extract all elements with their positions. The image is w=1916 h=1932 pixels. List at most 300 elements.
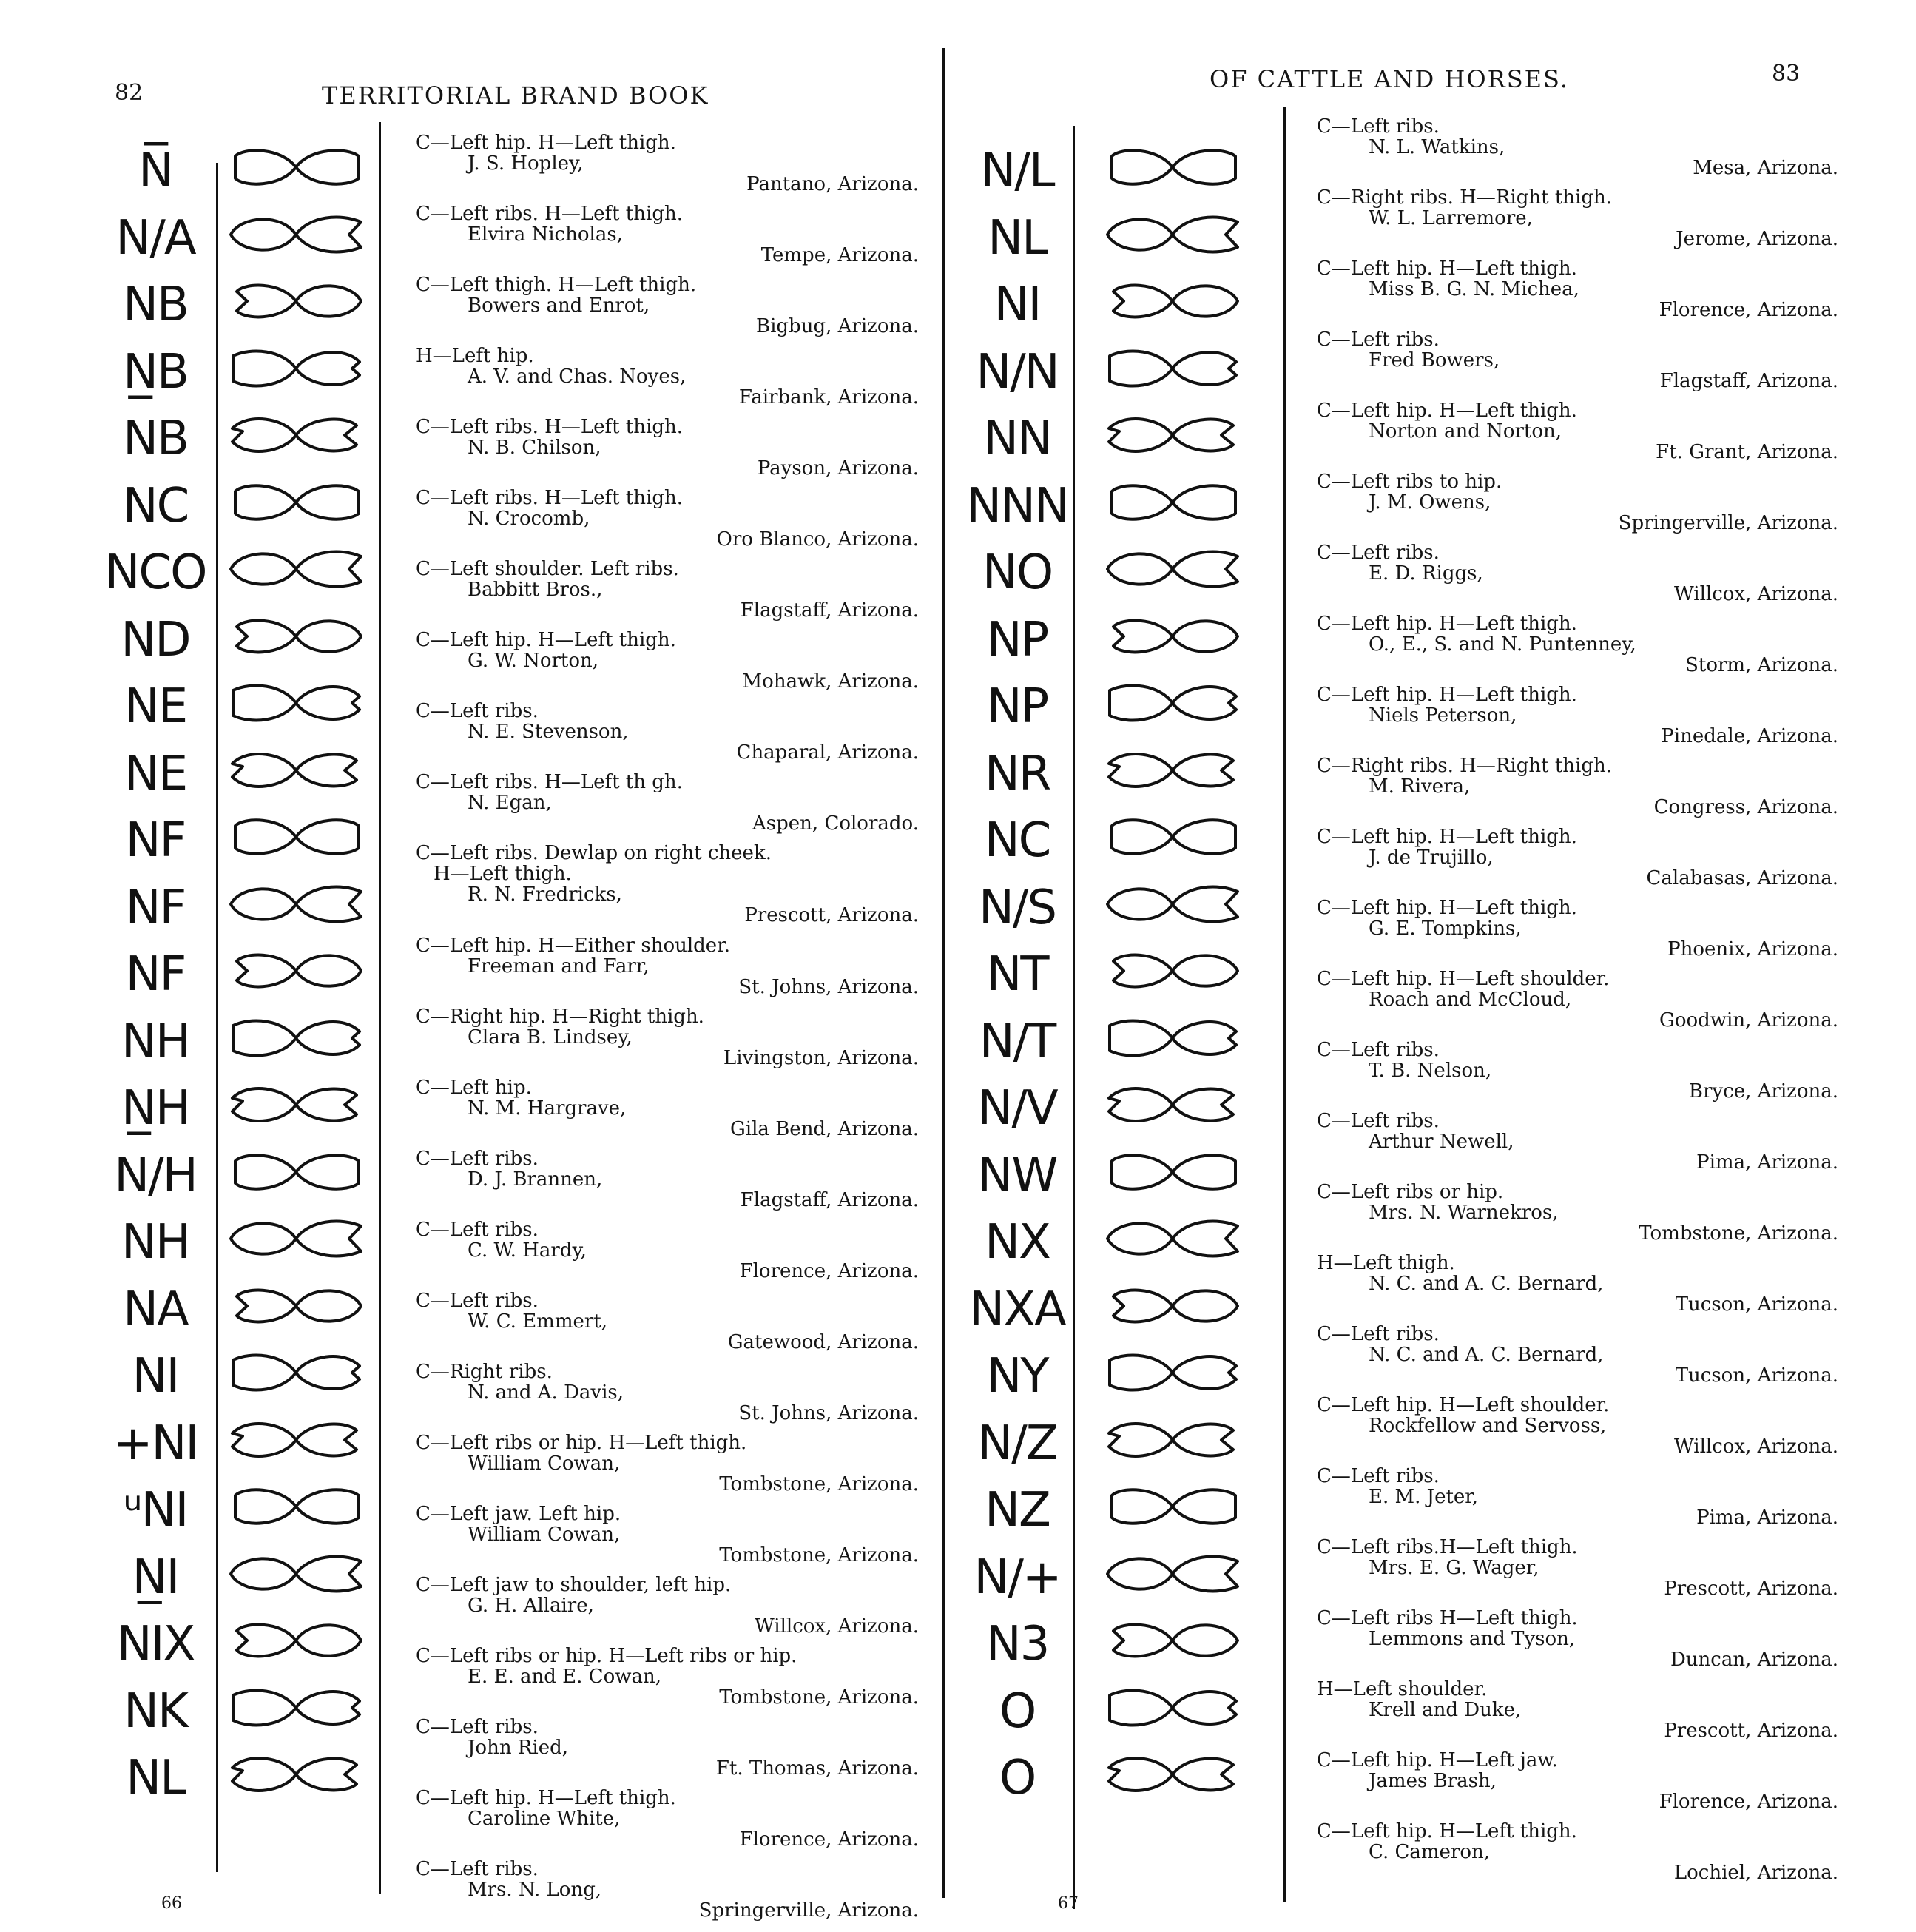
brand-row bbox=[962, 1208, 1272, 1275]
entry-location: Bryce, Arizona. bbox=[1688, 1080, 1838, 1103]
entry-location: Willcox, Arizona. bbox=[1673, 1435, 1838, 1458]
entry-description: C—Left ribs. bbox=[1317, 1465, 1440, 1487]
entry-description: C—Left hip. H—Left thigh. bbox=[1317, 400, 1577, 422]
ear-mark-icon bbox=[1099, 1347, 1247, 1401]
brand-entry bbox=[416, 417, 919, 479]
entry-description: C—Left ribs. bbox=[416, 1290, 539, 1312]
brand-mark: NP bbox=[986, 679, 1048, 734]
entry-location: Tempe, Arizona. bbox=[760, 244, 919, 266]
brand-entry bbox=[1317, 685, 1838, 747]
entry-owner: D. J. Brannen, bbox=[468, 1168, 603, 1191]
ear-mark-icon bbox=[222, 1012, 370, 1067]
ear-mark-icon bbox=[222, 1347, 370, 1401]
brand-entry bbox=[416, 488, 919, 551]
brand-row bbox=[104, 1744, 385, 1811]
brand-entry bbox=[1317, 543, 1838, 605]
entry-description: C—Left jaw to shoulder, left hip. bbox=[416, 1574, 732, 1596]
right-page bbox=[940, 0, 1916, 1932]
entry-description: C—Left hip. H—Left thigh. bbox=[1317, 613, 1577, 635]
entry-owner: N. E. Stevenson, bbox=[468, 721, 629, 743]
entry-description: C—Left hip. H—Left shoulder. bbox=[1317, 1394, 1610, 1416]
brand-mark: O bbox=[999, 1683, 1036, 1739]
brand-row bbox=[104, 472, 385, 539]
entry-description: C—Left hip. bbox=[416, 1077, 532, 1099]
entry-location: Florence, Arizona. bbox=[739, 1828, 919, 1851]
ear-mark-icon bbox=[1099, 1280, 1247, 1335]
brand-entry bbox=[1317, 1538, 1838, 1600]
ear-mark-icon bbox=[1099, 677, 1247, 732]
entry-owner: E. M. Jeter, bbox=[1369, 1486, 1479, 1508]
brand-mark: NIX bbox=[116, 1617, 195, 1672]
brand-mark: NW bbox=[977, 1148, 1057, 1203]
entry-owner: Krell and Duke, bbox=[1369, 1699, 1522, 1721]
ear-mark-icon bbox=[222, 1481, 370, 1535]
entry-owner: N. M. Hargrave, bbox=[468, 1097, 627, 1120]
ear-mark-icon bbox=[1099, 945, 1247, 1000]
brand-row bbox=[104, 271, 385, 337]
brand-row bbox=[962, 807, 1272, 873]
ear-mark-icon bbox=[222, 811, 370, 866]
entry-owner: T. B. Nelson, bbox=[1369, 1060, 1492, 1082]
brand-row bbox=[962, 338, 1272, 405]
brand-entry bbox=[416, 1362, 919, 1424]
entry-owner: Niels Peterson, bbox=[1369, 704, 1517, 727]
brand-row bbox=[104, 1610, 385, 1677]
ear-mark-icon bbox=[1099, 1146, 1247, 1201]
brand-row bbox=[962, 1610, 1272, 1677]
brand-entry bbox=[1317, 1253, 1838, 1316]
brand-mark: NK bbox=[124, 1683, 187, 1739]
entry-location: Mesa, Arizona. bbox=[1693, 157, 1838, 179]
entry-location: Prescott, Arizona. bbox=[1664, 1720, 1838, 1742]
entry-location: Prescott, Arizona. bbox=[744, 904, 919, 926]
brand-row bbox=[962, 1744, 1272, 1811]
entry-description: C—Left ribs. H—Left th gh. bbox=[416, 771, 683, 793]
entry-owner: James Brash, bbox=[1369, 1770, 1497, 1792]
ear-mark-icon bbox=[1099, 811, 1247, 866]
entry-owner: N. B. Chilson, bbox=[468, 437, 601, 459]
brand-entry bbox=[416, 1717, 919, 1780]
brand-entry bbox=[1317, 1325, 1838, 1387]
entry-location: Ft. Grant, Arizona. bbox=[1656, 441, 1838, 463]
brand-entry bbox=[416, 559, 919, 622]
entry-description: C—Left ribs. bbox=[416, 1148, 539, 1170]
brand-row bbox=[104, 1208, 385, 1275]
brand-row bbox=[962, 271, 1272, 337]
brand-entry bbox=[416, 1078, 919, 1140]
brand-mark: NE bbox=[124, 746, 187, 801]
brand-mark: ND bbox=[121, 612, 190, 667]
entry-description: C—Left ribs. Dewlap on right cheek. bbox=[416, 842, 772, 864]
entry-description: C—Left ribs. bbox=[1317, 1110, 1440, 1132]
brand-entry bbox=[416, 1007, 919, 1069]
entry-description: C—Left hip. H—Left thigh. bbox=[416, 1787, 676, 1809]
brand-mark: N/S bbox=[978, 880, 1056, 935]
entry-location: Fairbank, Arizona. bbox=[738, 386, 919, 408]
brand-row bbox=[962, 1276, 1272, 1342]
entry-description: C—Left ribs. bbox=[416, 1858, 539, 1880]
brand-mark: NO bbox=[982, 545, 1053, 600]
entry-owner: A. V. and Chas. Noyes, bbox=[468, 366, 687, 388]
page-header-right: OF CATTLE AND HORSES. bbox=[1210, 65, 1569, 93]
entry-description: C—Left ribs to hip. bbox=[1317, 471, 1502, 493]
entry-description: C—Left ribs. bbox=[1317, 542, 1440, 564]
brand-mark: N/A bbox=[115, 210, 195, 266]
brand-mark: NI bbox=[994, 277, 1041, 332]
page-header-left: TERRITORIAL BRAND BOOK bbox=[322, 81, 709, 110]
entry-owner: Caroline White, bbox=[468, 1808, 621, 1830]
entry-owner: William Cowan, bbox=[468, 1524, 621, 1546]
brand-row bbox=[104, 1677, 385, 1744]
entry-description: C—Left jaw. Left hip. bbox=[416, 1503, 621, 1525]
entry-description: C—Left ribs. bbox=[1317, 1323, 1440, 1345]
ear-mark-icon bbox=[222, 141, 370, 196]
brand-row bbox=[104, 606, 385, 673]
left-page bbox=[0, 0, 940, 1932]
entry-description: C—Left ribs or hip. H—Left thigh. bbox=[416, 1432, 747, 1454]
entry-description-continued: H—Left thigh. bbox=[434, 863, 572, 885]
brand-entry bbox=[1317, 117, 1838, 179]
ear-mark-icon bbox=[1099, 1012, 1247, 1067]
entry-location: Duncan, Arizona. bbox=[1670, 1649, 1838, 1671]
brand-row bbox=[962, 940, 1272, 1007]
entry-description: C—Left ribs. bbox=[416, 700, 539, 722]
entry-location: Calabasas, Arizona. bbox=[1646, 867, 1838, 889]
entry-location: St. Johns, Arizona. bbox=[738, 1402, 919, 1424]
entry-owner: Lemmons and Tyson, bbox=[1369, 1628, 1576, 1650]
entry-owner: E. D. Riggs, bbox=[1369, 562, 1483, 585]
brand-entry bbox=[1317, 1396, 1838, 1458]
ear-mark-icon bbox=[222, 1682, 370, 1737]
brand-entry bbox=[416, 1433, 919, 1495]
brand-row bbox=[962, 1476, 1272, 1543]
brand-row bbox=[104, 940, 385, 1007]
ear-mark-icon bbox=[222, 543, 370, 598]
entry-location: Tombstone, Arizona. bbox=[1639, 1222, 1838, 1245]
column-divider-right bbox=[1283, 107, 1286, 1902]
entry-location: Mohawk, Arizona. bbox=[742, 670, 919, 693]
brand-mark: NI bbox=[132, 1349, 179, 1404]
brand-mark: N̅ bbox=[138, 144, 172, 198]
entry-owner: Rockfellow and Servoss, bbox=[1369, 1415, 1607, 1437]
brand-mark: NC bbox=[122, 478, 189, 534]
entry-owner: Mrs. N. Long, bbox=[468, 1879, 602, 1901]
brand-mark: N/+ bbox=[974, 1549, 1061, 1605]
entry-description: C—Left ribs. bbox=[416, 1716, 539, 1738]
ear-mark-icon bbox=[222, 1548, 370, 1603]
brand-entry bbox=[1317, 1751, 1838, 1813]
brand-row bbox=[962, 539, 1272, 605]
brand-row bbox=[104, 1276, 385, 1342]
ear-mark-icon bbox=[222, 1213, 370, 1268]
entry-description: C—Left ribs. H—Left thigh. bbox=[416, 487, 683, 509]
entry-location: Tombstone, Arizona. bbox=[719, 1544, 919, 1566]
brand-entry bbox=[1317, 898, 1838, 960]
entry-owner: C. W. Hardy, bbox=[468, 1239, 587, 1262]
entry-owner: J. de Trujillo, bbox=[1369, 846, 1494, 869]
brand-entry bbox=[1317, 188, 1838, 250]
entry-description: C—Left ribs. bbox=[1317, 1039, 1440, 1061]
entry-owner: Mrs. E. G. Wager, bbox=[1369, 1557, 1539, 1579]
ear-mark-icon bbox=[1099, 409, 1247, 464]
entry-description: C—Left hip. H—Left thigh. bbox=[416, 132, 676, 154]
entry-description: C—Left shoulder. Left ribs. bbox=[416, 558, 679, 580]
entry-description: H—Left shoulder. bbox=[1317, 1678, 1488, 1700]
brand-mark: NF bbox=[125, 947, 186, 1002]
brand-entry bbox=[416, 1291, 919, 1353]
brand-mark: NL bbox=[988, 210, 1047, 266]
ear-mark-icon bbox=[1099, 141, 1247, 196]
entry-location: Prescott, Arizona. bbox=[1664, 1578, 1838, 1600]
brand-mark: NH bbox=[121, 1014, 189, 1069]
ear-mark-icon bbox=[1099, 1481, 1247, 1535]
entry-owner: Mrs. N. Warnekros, bbox=[1369, 1202, 1559, 1224]
ear-mark-icon bbox=[222, 1146, 370, 1201]
brand-entry bbox=[416, 630, 919, 693]
brand-mark: N̲B bbox=[123, 344, 188, 400]
brand-row bbox=[104, 874, 385, 940]
ear-mark-icon bbox=[1099, 878, 1247, 933]
brand-entry bbox=[1317, 756, 1838, 818]
entry-owner: N. C. and A. C. Bernard, bbox=[1369, 1273, 1604, 1295]
ear-mark-icon bbox=[1099, 1414, 1247, 1469]
entry-description: C—Right ribs. H—Right thigh. bbox=[1317, 186, 1612, 209]
brand-mark: NB bbox=[123, 277, 188, 332]
ear-mark-icon bbox=[222, 1748, 370, 1803]
entry-location: Springerville, Arizona. bbox=[698, 1899, 919, 1922]
brand-row bbox=[962, 874, 1272, 940]
entry-description: C—Left ribs. bbox=[1317, 329, 1440, 351]
ear-mark-icon bbox=[222, 477, 370, 531]
entry-description: C—Left hip. H—Left thigh. bbox=[1317, 826, 1577, 848]
entry-description: C—Left thigh. H—Left thigh. bbox=[416, 274, 697, 296]
brand-mark: O bbox=[999, 1751, 1036, 1805]
ear-mark-icon bbox=[222, 677, 370, 732]
entry-owner: G. H. Allaire, bbox=[468, 1595, 594, 1617]
brand-entry bbox=[1317, 969, 1838, 1031]
ear-mark-icon bbox=[222, 275, 370, 330]
brand-mark: NN bbox=[983, 411, 1051, 466]
brand-row bbox=[962, 673, 1272, 739]
ear-mark-icon bbox=[222, 610, 370, 665]
entry-description: C—Left hip. H—Left thigh. bbox=[1317, 897, 1577, 919]
entry-description: C—Left hip. H—Left shoulder. bbox=[1317, 968, 1610, 990]
brand-row bbox=[962, 1544, 1272, 1610]
entry-description: C—Left hip. H—Left thigh. bbox=[1317, 684, 1577, 706]
page-footer-right: 67 bbox=[1058, 1894, 1079, 1913]
brand-row bbox=[104, 1476, 385, 1543]
entry-owner: J. S. Hopley, bbox=[468, 152, 584, 175]
ear-mark-icon bbox=[1099, 343, 1247, 397]
entry-description: C—Left ribs or hip. H—Left ribs or hip. bbox=[416, 1645, 797, 1667]
entry-location: Tucson, Arizona. bbox=[1675, 1364, 1838, 1387]
entry-location: Pima, Arizona. bbox=[1696, 1151, 1838, 1174]
brand-entry bbox=[1317, 614, 1838, 676]
brand-row bbox=[962, 606, 1272, 673]
brand-mark: NF bbox=[125, 880, 186, 935]
ear-mark-icon bbox=[222, 1615, 370, 1669]
entry-location: Oro Blanco, Arizona. bbox=[716, 528, 919, 551]
entry-description: C—Left hip. H—Left thigh. bbox=[416, 629, 676, 651]
brand-entry bbox=[1317, 1111, 1838, 1174]
entry-location: Pinedale, Arizona. bbox=[1661, 725, 1838, 747]
brand-row bbox=[104, 1544, 385, 1610]
entry-location: Bigbug, Arizona. bbox=[755, 315, 919, 337]
ear-mark-icon bbox=[1099, 1079, 1247, 1134]
entry-location: Jerome, Arizona. bbox=[1676, 228, 1838, 250]
ear-mark-icon bbox=[222, 1280, 370, 1335]
brand-mark: N/Z bbox=[977, 1416, 1057, 1471]
brand-row bbox=[962, 740, 1272, 807]
entry-description: C—Left ribs or hip. bbox=[1317, 1181, 1504, 1203]
brand-mark: N/L bbox=[980, 144, 1054, 198]
page-number-right: 83 bbox=[1772, 61, 1801, 87]
entry-owner: C. Cameron, bbox=[1369, 1841, 1491, 1863]
ear-mark-icon bbox=[1099, 610, 1247, 665]
ear-mark-icon bbox=[1099, 1615, 1247, 1669]
entry-owner: Babbitt Bros., bbox=[468, 579, 603, 601]
entry-location: Livingston, Arizona. bbox=[723, 1047, 919, 1069]
entry-owner: N. L. Watkins, bbox=[1369, 136, 1505, 158]
entry-location: Florence, Arizona. bbox=[739, 1260, 919, 1282]
brand-mark: N/N bbox=[976, 344, 1059, 400]
entry-location: Gila Bend, Arizona. bbox=[730, 1118, 919, 1140]
entry-owner: W. L. Larremore, bbox=[1369, 207, 1533, 229]
entry-owner: Arthur Newell, bbox=[1369, 1131, 1514, 1153]
entry-owner: William Cowan, bbox=[468, 1453, 621, 1475]
brand-row bbox=[104, 1008, 385, 1074]
entry-owner: E. E. and E. Cowan, bbox=[468, 1666, 661, 1688]
brand-mark: NA bbox=[123, 1282, 188, 1337]
entry-description: C—Right hip. H—Right thigh. bbox=[416, 1006, 704, 1028]
ear-mark-icon bbox=[1099, 1682, 1247, 1737]
entry-owner: N. C. and A. C. Bernard, bbox=[1369, 1344, 1604, 1366]
entry-owner: Roach and McCloud, bbox=[1369, 989, 1572, 1011]
brand-row bbox=[962, 204, 1272, 271]
brand-mark: NNN bbox=[966, 478, 1068, 534]
brand-mark: NH bbox=[121, 1215, 189, 1270]
ear-mark-icon bbox=[1099, 1748, 1247, 1803]
brand-entry bbox=[416, 1149, 919, 1211]
entry-location: Pima, Arizona. bbox=[1696, 1507, 1838, 1529]
ear-mark-icon bbox=[222, 209, 370, 263]
entry-location: Chaparal, Arizona. bbox=[736, 741, 919, 764]
brand-entry bbox=[416, 1646, 919, 1709]
brand-entry bbox=[1317, 472, 1838, 534]
entry-location: Springerville, Arizona. bbox=[1618, 512, 1838, 534]
entry-location: Willcox, Arizona. bbox=[754, 1615, 919, 1638]
brand-row bbox=[104, 1142, 385, 1208]
entry-description: C—Left hip. H—Left thigh. bbox=[1317, 258, 1577, 280]
brand-row bbox=[104, 673, 385, 739]
entry-description: C—Left hip. H—Left jaw. bbox=[1317, 1749, 1558, 1771]
brand-entry bbox=[416, 346, 919, 408]
entry-owner: J. M. Owens, bbox=[1369, 491, 1491, 514]
brand-entry bbox=[1317, 401, 1838, 463]
brand-mark: NB bbox=[123, 411, 188, 466]
entry-location: Tombstone, Arizona. bbox=[719, 1473, 919, 1495]
ear-mark-icon bbox=[222, 409, 370, 464]
brand-mark: NT bbox=[986, 947, 1048, 1002]
ear-mark-icon bbox=[1099, 1213, 1247, 1268]
brand-row bbox=[104, 1410, 385, 1476]
brand-mark: N/H bbox=[114, 1148, 197, 1203]
ear-mark-icon bbox=[1099, 543, 1247, 598]
brand-mark: ᵘNI bbox=[123, 1483, 188, 1538]
entry-description: C—Left ribs H—Left thigh. bbox=[1317, 1607, 1578, 1629]
brand-entry bbox=[416, 1859, 919, 1922]
entry-owner: M. Rivera, bbox=[1369, 775, 1471, 798]
entry-owner: Fred Bowers, bbox=[1369, 349, 1500, 371]
brand-entry bbox=[1317, 1609, 1838, 1671]
brand-entry bbox=[1317, 1467, 1838, 1529]
entry-description: C—Left ribs. bbox=[1317, 115, 1440, 138]
entry-location: Tucson, Arizona. bbox=[1675, 1293, 1838, 1316]
brand-mark: NF bbox=[125, 813, 186, 868]
entry-owner: Elvira Nicholas, bbox=[468, 223, 623, 246]
brand-mark: NXA bbox=[969, 1282, 1065, 1337]
entry-location: Lochiel, Arizona. bbox=[1673, 1862, 1838, 1884]
entry-location: Aspen, Colorado. bbox=[752, 812, 919, 835]
entry-owner: N. Egan, bbox=[468, 792, 552, 814]
brand-row bbox=[104, 539, 385, 605]
ear-mark-icon bbox=[1099, 209, 1247, 263]
entry-location: Pantano, Arizona. bbox=[746, 173, 919, 195]
entry-owner: N. Crocomb, bbox=[468, 508, 590, 530]
entry-description: H—Left hip. bbox=[416, 345, 534, 367]
brand-row bbox=[962, 405, 1272, 471]
brand-entry bbox=[1317, 330, 1838, 392]
brand-row bbox=[104, 137, 385, 203]
brand-entry bbox=[1317, 827, 1838, 889]
entry-owner: Norton and Norton, bbox=[1369, 420, 1562, 442]
entry-location: Flagstaff, Arizona. bbox=[740, 599, 919, 622]
entry-owner: John Ried, bbox=[468, 1737, 569, 1759]
brand-row bbox=[962, 1410, 1272, 1476]
brand-entry bbox=[416, 1220, 919, 1282]
brand-row bbox=[104, 1074, 385, 1141]
brand-row bbox=[962, 1074, 1272, 1141]
entry-location: Florence, Arizona. bbox=[1659, 1791, 1838, 1813]
entry-owner: Miss B. G. N. Michea, bbox=[1369, 278, 1579, 300]
ear-mark-icon bbox=[1099, 477, 1247, 531]
brand-mark: NE bbox=[124, 679, 187, 734]
brand-mark: N/T bbox=[979, 1014, 1056, 1069]
brand-row bbox=[962, 1677, 1272, 1744]
entry-description: C—Left ribs.H—Left thigh. bbox=[1317, 1536, 1578, 1558]
brand-mark: NZ bbox=[985, 1483, 1050, 1538]
brand-row bbox=[104, 338, 385, 405]
brand-entry bbox=[1317, 1680, 1838, 1742]
brand-mark: N̲H bbox=[121, 1081, 189, 1136]
brand-entry bbox=[416, 133, 919, 195]
gutter-line bbox=[942, 48, 945, 1898]
brand-entry bbox=[416, 936, 919, 998]
brand-entry bbox=[416, 1788, 919, 1851]
brand-entry bbox=[1317, 1040, 1838, 1103]
entry-location: Storm, Arizona. bbox=[1685, 654, 1838, 676]
entry-location: Congress, Arizona. bbox=[1653, 796, 1838, 818]
brand-entry bbox=[416, 1575, 919, 1638]
brand-mark: NC bbox=[984, 813, 1050, 868]
entry-description: C—Left hip. H—Left thigh. bbox=[1317, 1820, 1577, 1842]
brand-entry bbox=[416, 701, 919, 764]
brand-mark: NX bbox=[985, 1215, 1050, 1270]
brand-row bbox=[962, 1342, 1272, 1409]
ear-mark-icon bbox=[222, 343, 370, 397]
brand-mark: N̲I bbox=[132, 1549, 179, 1605]
entry-description: C—Left ribs. H—Left thigh. bbox=[416, 416, 683, 438]
